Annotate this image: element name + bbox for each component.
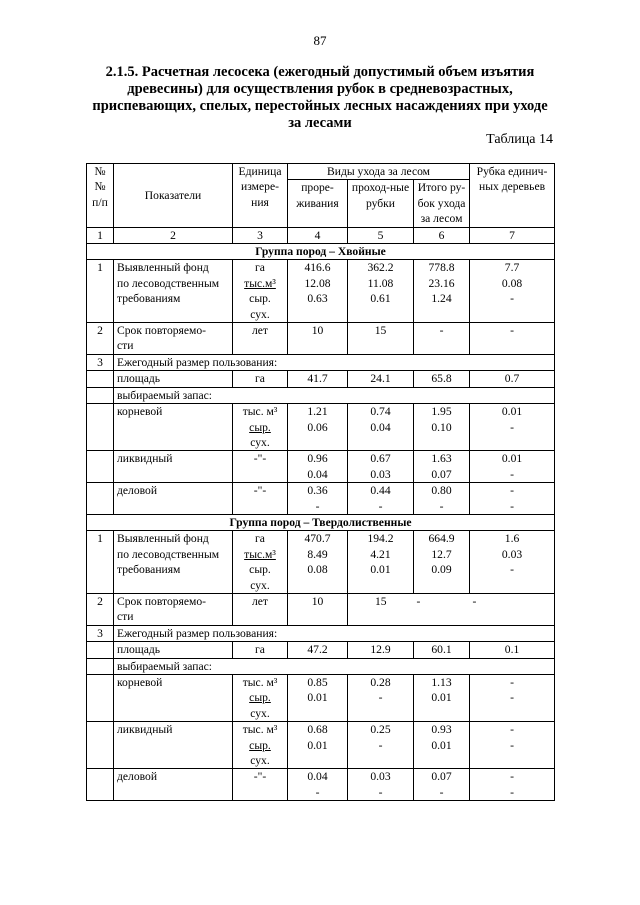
value-cell: 778.8 23.16 1.24 bbox=[414, 260, 470, 323]
value-cell: 10 bbox=[288, 593, 348, 625]
header-passage: проход-ные рубки bbox=[348, 180, 414, 227]
value-cell: 0.25 - bbox=[348, 722, 414, 769]
value-cell: - - bbox=[470, 722, 555, 769]
unit-cell: га bbox=[233, 642, 288, 658]
row-num bbox=[87, 642, 114, 658]
row-label: ликвидный bbox=[114, 722, 233, 769]
table-label: Таблица 14 bbox=[486, 132, 553, 147]
value-cell: 47.2 bbox=[288, 642, 348, 658]
value-cell: 470.7 8.49 0.08 bbox=[288, 531, 348, 594]
row-label: Ежегодный размер пользования: bbox=[114, 354, 555, 370]
unit-cell: тыс. м³ сыр. сух. bbox=[233, 675, 288, 722]
unit-cell: га тыс.м³ сыр. сух. bbox=[233, 260, 288, 323]
row-label: корневой bbox=[114, 404, 233, 451]
row-num: 2 bbox=[87, 323, 114, 355]
row-label: Срок повторяемо- сти bbox=[114, 323, 233, 355]
table-row-annual bbox=[87, 625, 555, 641]
value-cell: - - bbox=[470, 675, 555, 722]
table-row-fund bbox=[87, 260, 555, 323]
value-cell: 24.1 bbox=[348, 371, 414, 387]
value-cell: 0.04 - bbox=[288, 769, 348, 801]
row-label: выбираемый запас: bbox=[114, 387, 555, 403]
table-row-fund bbox=[87, 531, 555, 594]
value-cell: 7.7 0.08 - bbox=[470, 260, 555, 323]
col-number: 4 bbox=[288, 227, 348, 243]
row-label: Выявленный фонд по лесоводственным требованиям bbox=[114, 260, 233, 323]
unit-cell: га bbox=[233, 371, 288, 387]
row-num bbox=[87, 387, 114, 403]
value-cell: 0.01 - bbox=[470, 451, 555, 483]
value-cell: 0.80 - bbox=[414, 483, 470, 515]
table-row-business bbox=[87, 769, 555, 801]
table-row-area bbox=[87, 642, 555, 658]
row-label: площадь bbox=[114, 371, 233, 387]
row-label: деловой bbox=[114, 769, 233, 801]
unit-cell: лет bbox=[233, 593, 288, 625]
row-num bbox=[87, 371, 114, 387]
table-row-period bbox=[87, 323, 555, 355]
value-cell: - bbox=[414, 323, 470, 355]
value-cell: 0.85 0.01 bbox=[288, 675, 348, 722]
value-cell: 0.67 0.03 bbox=[348, 451, 414, 483]
group-title: Группа пород – Твердолиственные bbox=[87, 514, 555, 530]
row-label: ликвидный bbox=[114, 451, 233, 483]
table-row-annual bbox=[87, 354, 555, 370]
row-label: Срок повторяемо- сти bbox=[114, 593, 233, 625]
value-cell: - bbox=[414, 593, 470, 625]
header-total: Итого ру- бок ухода за лесом bbox=[414, 180, 470, 227]
unit-cell: -"- bbox=[233, 483, 288, 515]
value-cell: - bbox=[470, 593, 555, 625]
table-row-area bbox=[87, 371, 555, 387]
table-row-root bbox=[87, 404, 555, 451]
value-cell: 0.01 - bbox=[470, 404, 555, 451]
value-cell: 1.95 0.10 bbox=[414, 404, 470, 451]
value-cell: 194.2 4.21 0.01 bbox=[348, 531, 414, 594]
header-single-tree: Рубка единич- ных деревьев bbox=[470, 164, 555, 228]
col-number: 2 bbox=[114, 227, 233, 243]
row-num bbox=[87, 451, 114, 483]
row-num: 1 bbox=[87, 260, 114, 323]
col-number: 5 bbox=[348, 227, 414, 243]
value-cell: 65.8 bbox=[414, 371, 470, 387]
row-label: площадь bbox=[114, 642, 233, 658]
header-unit: Единица измере- ния bbox=[233, 164, 288, 228]
row-num: 3 bbox=[87, 354, 114, 370]
value-cell: 0.93 0.01 bbox=[414, 722, 470, 769]
table-row-root bbox=[87, 675, 555, 722]
col-number: 1 bbox=[87, 227, 114, 243]
value-cell: 0.03 - bbox=[348, 769, 414, 801]
value-cell: 362.2 11.08 0.61 bbox=[348, 260, 414, 323]
value-cell: 0.74 0.04 bbox=[348, 404, 414, 451]
group-title: Группа пород – Хвойные bbox=[87, 244, 555, 260]
value-cell: - - bbox=[470, 483, 555, 515]
value-cell: 0.28 - bbox=[348, 675, 414, 722]
header-row-1 bbox=[87, 164, 555, 180]
row-num bbox=[87, 658, 114, 674]
value-cell: 0.1 bbox=[470, 642, 555, 658]
col-number: 6 bbox=[414, 227, 470, 243]
header-indicators: Показатели bbox=[114, 164, 233, 228]
column-numbers-row bbox=[87, 227, 555, 243]
col-number: 3 bbox=[233, 227, 288, 243]
value-cell: 0.44 - bbox=[348, 483, 414, 515]
unit-cell: лет bbox=[233, 323, 288, 355]
value-cell: 1.13 0.01 bbox=[414, 675, 470, 722]
group-title-row bbox=[87, 514, 555, 530]
unit-cell: тыс. м³ сыр. сух. bbox=[233, 404, 288, 451]
row-num: 2 bbox=[87, 593, 114, 625]
value-cell: 15 bbox=[348, 593, 414, 625]
table-row-liquid bbox=[87, 722, 555, 769]
row-label: Ежегодный размер пользования: bbox=[114, 625, 555, 641]
value-cell: 10 bbox=[288, 323, 348, 355]
section-title: 2.1.5. Расчетная лесосека (ежегодный допустимый объем изъятия древесины) для осуществления рубок в средневозрастных, приспевающих, спелых, перестойных лесных насаждениях при уходе за лесами bbox=[92, 64, 548, 131]
header-num: № № п/п bbox=[87, 164, 114, 228]
value-cell: 0.68 0.01 bbox=[288, 722, 348, 769]
row-label: корневой bbox=[114, 675, 233, 722]
table-row-stock bbox=[87, 658, 555, 674]
value-cell: 60.1 bbox=[414, 642, 470, 658]
value-cell: 0.07 - bbox=[414, 769, 470, 801]
table-row-stock bbox=[87, 387, 555, 403]
unit-cell: -"- bbox=[233, 451, 288, 483]
row-num: 3 bbox=[87, 625, 114, 641]
value-cell: 0.96 0.04 bbox=[288, 451, 348, 483]
row-num bbox=[87, 404, 114, 451]
value-cell: 41.7 bbox=[288, 371, 348, 387]
row-num bbox=[87, 769, 114, 801]
row-num bbox=[87, 675, 114, 722]
row-num bbox=[87, 722, 114, 769]
group-title-row bbox=[87, 244, 555, 260]
header-thinning: проре- живания bbox=[288, 180, 348, 227]
value-cell: 664.9 12.7 0.09 bbox=[414, 531, 470, 594]
unit-cell: га тыс.м³ сыр. сух. bbox=[233, 531, 288, 594]
value-cell: 0.36 - bbox=[288, 483, 348, 515]
allowable-cut-table bbox=[86, 163, 555, 801]
row-num: 1 bbox=[87, 531, 114, 594]
value-cell: 1.6 0.03 - bbox=[470, 531, 555, 594]
value-cell: - bbox=[470, 323, 555, 355]
value-cell: 15 bbox=[348, 323, 414, 355]
value-cell: 12.9 bbox=[348, 642, 414, 658]
unit-cell: -"- bbox=[233, 769, 288, 801]
row-num bbox=[87, 483, 114, 515]
value-cell: - - bbox=[470, 769, 555, 801]
table-row-period bbox=[87, 593, 555, 625]
table-row-business bbox=[87, 483, 555, 515]
page-number: 87 bbox=[313, 33, 327, 48]
col-number: 7 bbox=[470, 227, 555, 243]
value-cell: 1.21 0.06 bbox=[288, 404, 348, 451]
header-care-types: Виды ухода за лесом bbox=[288, 164, 470, 180]
table-row-liquid bbox=[87, 451, 555, 483]
unit-cell: тыс. м³ сыр. сух. bbox=[233, 722, 288, 769]
row-label: деловой bbox=[114, 483, 233, 515]
value-cell: 1.63 0.07 bbox=[414, 451, 470, 483]
value-cell: 416.6 12.08 0.63 bbox=[288, 260, 348, 323]
row-label: выбираемый запас: bbox=[114, 658, 555, 674]
row-label: Выявленный фонд по лесоводственным требованиям bbox=[114, 531, 233, 594]
value-cell: 0.7 bbox=[470, 371, 555, 387]
